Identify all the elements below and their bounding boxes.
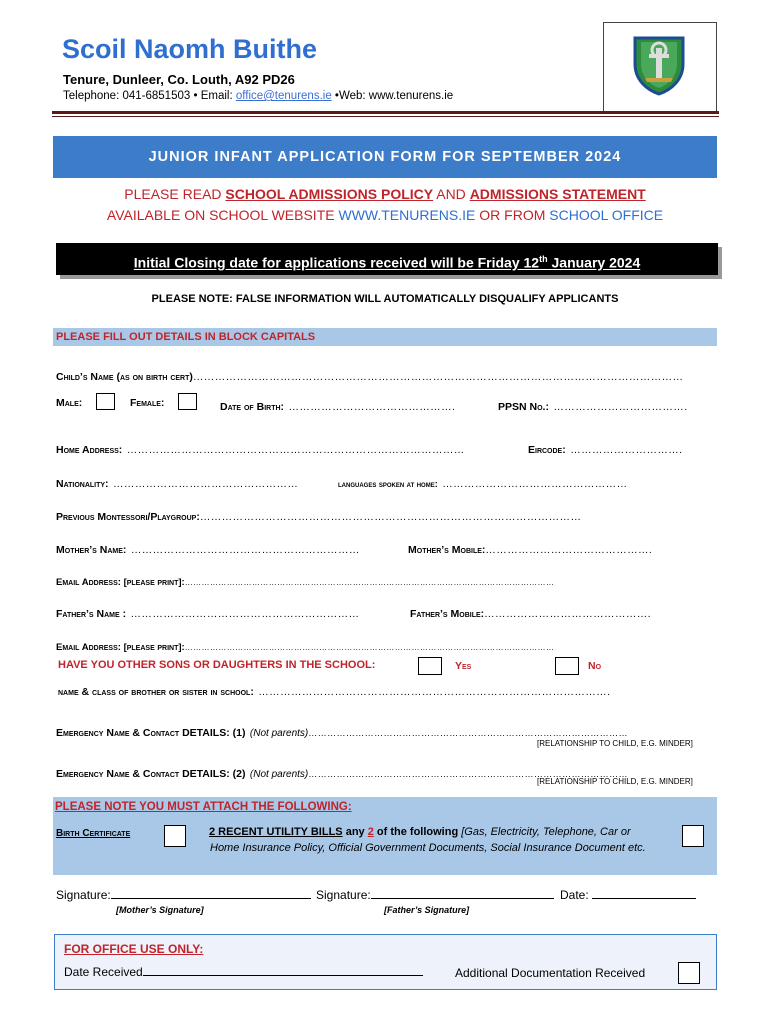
sig2-label: Signature: bbox=[316, 888, 371, 902]
father-name-field[interactable]: Father’s Name : ……………………………………………………… bbox=[56, 608, 360, 620]
mother-name-label: Mother’s Name: bbox=[56, 544, 127, 556]
father-name-label: Father’s Name : bbox=[56, 608, 127, 620]
date-received-field[interactable] bbox=[64, 965, 423, 979]
mother-name-field[interactable]: Mother’s Name: ……………………………………………………… bbox=[56, 544, 360, 556]
father-mobile-label: Father’s Mobile: bbox=[410, 608, 485, 620]
utility-bills-text bbox=[209, 826, 631, 838]
read-prefix: PLEASE READ bbox=[124, 186, 222, 202]
mother-mobile-field[interactable]: Mother’s Mobile:………………………………………. bbox=[408, 544, 653, 556]
eircode-field[interactable]: Eircode: …………………………. bbox=[528, 444, 683, 456]
utility-num: 2 bbox=[367, 826, 374, 838]
languages-label: languages spoken at home: bbox=[338, 479, 438, 489]
office-use-title: FOR OFFICE USE ONLY: bbox=[64, 942, 204, 956]
block-capitals-band: PLEASE FILL OUT DETAILS IN BLOCK CAPITALS bbox=[53, 328, 717, 346]
utility-list-2: Home Insurance Policy, Official Government Documents, Social Insurance Document etc. bbox=[210, 842, 646, 854]
previous-playgroup-field[interactable]: Previous Montessori/Playgroup:…………………………………………………………………………………………… bbox=[56, 511, 582, 523]
female-label: Female: bbox=[130, 397, 165, 409]
home-address-label: Home Address: bbox=[56, 444, 123, 456]
home-address-field[interactable]: Home Address: ………………………………………………………………………………… bbox=[56, 444, 465, 456]
utility-list-1: [Gas, Electricity, Telephone, Car or bbox=[461, 826, 631, 838]
school-office-text: SCHOOL OFFICE bbox=[549, 207, 664, 223]
sibling-detail-label: name & class of brother or sister in school: bbox=[58, 686, 254, 698]
additional-docs-label: Additional Documentation Received bbox=[455, 966, 646, 980]
female-checkbox[interactable] bbox=[178, 393, 197, 410]
admissions-statement-link[interactable]: ADMISSIONS STATEMENT bbox=[469, 186, 646, 202]
date-label: Date: bbox=[560, 888, 589, 902]
siblings-yes-checkbox[interactable] bbox=[418, 657, 442, 675]
web-address: Web: www.tenurens.ie bbox=[338, 90, 454, 102]
utility-any: any bbox=[345, 826, 365, 838]
school-crest-icon bbox=[631, 34, 687, 96]
birth-cert-checkbox[interactable] bbox=[164, 825, 186, 847]
father-email-label: Email Address: [please print]: bbox=[56, 642, 185, 653]
telephone: Telephone: 041-6851503 bbox=[63, 90, 191, 102]
mother-mobile-label: Mother’s Mobile: bbox=[408, 544, 486, 556]
school-address: Tenure, Dunleer, Co. Louth, A92 PD26 bbox=[63, 72, 295, 87]
available-line bbox=[0, 207, 770, 223]
read-policy-line bbox=[0, 186, 770, 202]
utility-bills-label: 2 RECENT UTILITY BILLS bbox=[209, 826, 343, 838]
contact-line bbox=[63, 90, 453, 102]
siblings-question: HAVE YOU OTHER SONS OR DAUGHTERS IN THE SCHOOL: bbox=[58, 659, 376, 671]
father-signature-field[interactable] bbox=[316, 888, 554, 902]
languages-field[interactable]: languages spoken at home: …………………………………………… bbox=[338, 478, 628, 490]
dob-label: Date of Birth: bbox=[220, 401, 285, 413]
additional-docs-checkbox[interactable] bbox=[678, 962, 700, 984]
ppsn-label: PPSN No.: bbox=[498, 401, 549, 413]
nationality-label: Nationality: bbox=[56, 478, 109, 490]
and-text: AND bbox=[436, 186, 466, 202]
not-parents-note-1: (Not parents) bbox=[249, 728, 309, 739]
emergency-1-label: Emergency Name & Contact DETAILS: (1) bbox=[56, 727, 246, 739]
admissions-policy-link[interactable]: SCHOOL ADMISSIONS POLICY bbox=[225, 186, 434, 202]
male-label: Male: bbox=[56, 397, 83, 409]
mother-signature-caption: [Mother’s Signature] bbox=[116, 905, 204, 915]
closing-date-banner: Initial Closing date for applications received will be Friday 12th January 2024 bbox=[56, 243, 718, 275]
sibling-detail-field[interactable]: name & class of brother or sister in school: ……………………………………………………………………………………. bbox=[58, 686, 611, 698]
dob-field[interactable]: Date of Birth: ………………………………………. bbox=[220, 401, 456, 413]
mother-email-field[interactable]: Email Address: [please print]:…………………………………………………………………………………………………………………… bbox=[56, 577, 555, 588]
birth-cert-label: Birth Certificate bbox=[56, 828, 131, 839]
header-rule bbox=[52, 111, 719, 114]
eircode-label: Eircode: bbox=[528, 444, 566, 456]
bullet-2: • bbox=[334, 90, 339, 102]
available-prefix: AVAILABLE ON SCHOOL WEBSITE bbox=[106, 207, 335, 223]
previous-playgroup-label: Previous Montessori/Playgroup: bbox=[56, 511, 200, 523]
yes-label: Yes bbox=[455, 660, 472, 672]
child-name-row[interactable]: Child’s Name (as on birth cert)……………………………………………………………………………………………………………………… bbox=[56, 371, 684, 383]
relationship-hint-1: [RELATIONSHIP TO CHILD, E.G. MINDER] bbox=[537, 739, 693, 748]
signature-date-field[interactable] bbox=[560, 888, 696, 902]
nationality-field[interactable]: Nationality: …………………………………………… bbox=[56, 478, 299, 490]
or-from-text: OR FROM bbox=[479, 207, 546, 223]
father-mobile-field[interactable]: Father’s Mobile:………………………………………. bbox=[410, 608, 651, 620]
utility-bills-checkbox[interactable] bbox=[682, 825, 704, 847]
father-signature-caption: [Father’s Signature] bbox=[384, 905, 470, 915]
ppsn-field[interactable]: PPSN No.: ………………………………. bbox=[498, 401, 688, 413]
not-parents-note-2: (Not parents) bbox=[249, 769, 309, 780]
email-link[interactable]: office@tenurens.ie bbox=[235, 90, 332, 102]
false-info-note: PLEASE NOTE: FALSE INFORMATION WILL AUTOMATICALLY DISQUALIFY APPLICANTS bbox=[151, 293, 619, 305]
mother-email-label: Email Address: [please print]: bbox=[56, 577, 185, 588]
school-name: Scoil Naomh Buithe bbox=[62, 34, 318, 64]
relationship-hint-2: [RELATIONSHIP TO CHILD, E.G. MINDER] bbox=[537, 777, 693, 786]
website-link[interactable]: WWW.TENURENS.IE bbox=[338, 207, 476, 223]
sig1-label: Signature: bbox=[56, 888, 111, 902]
date-received-label: Date Received bbox=[64, 965, 143, 979]
utility-of: of the following bbox=[376, 826, 459, 838]
email-label: Email: bbox=[200, 90, 233, 102]
male-checkbox[interactable] bbox=[96, 393, 115, 410]
attach-title: PLEASE NOTE YOU MUST ATTACH THE FOLLOWING: bbox=[55, 801, 352, 813]
father-email-field[interactable]: Email Address: [please print]:…………………………………………………………………………………………………………………… bbox=[56, 642, 555, 653]
child-name-label: Child’s Name (as on birth cert) bbox=[56, 371, 193, 383]
header-rule-thin bbox=[52, 116, 719, 117]
siblings-no-checkbox[interactable] bbox=[555, 657, 579, 675]
form-title: JUNIOR INFANT APPLICATION FORM FOR SEPTEMBER 2024 bbox=[53, 136, 717, 178]
emergency-contact-1-field[interactable]: Emergency Name & Contact DETAILS: (1) (Not parents)………………………………………………………………………………………… bbox=[56, 727, 628, 739]
emergency-contact-2-field[interactable]: Emergency Name & Contact DETAILS: (2) (Not parents)………………………………………………………………………………………… bbox=[56, 768, 628, 780]
bullet-1: • bbox=[193, 90, 198, 102]
no-label: No bbox=[588, 660, 602, 672]
emergency-2-label: Emergency Name & Contact DETAILS: (2) bbox=[56, 768, 246, 780]
mother-signature-field[interactable] bbox=[56, 888, 311, 902]
